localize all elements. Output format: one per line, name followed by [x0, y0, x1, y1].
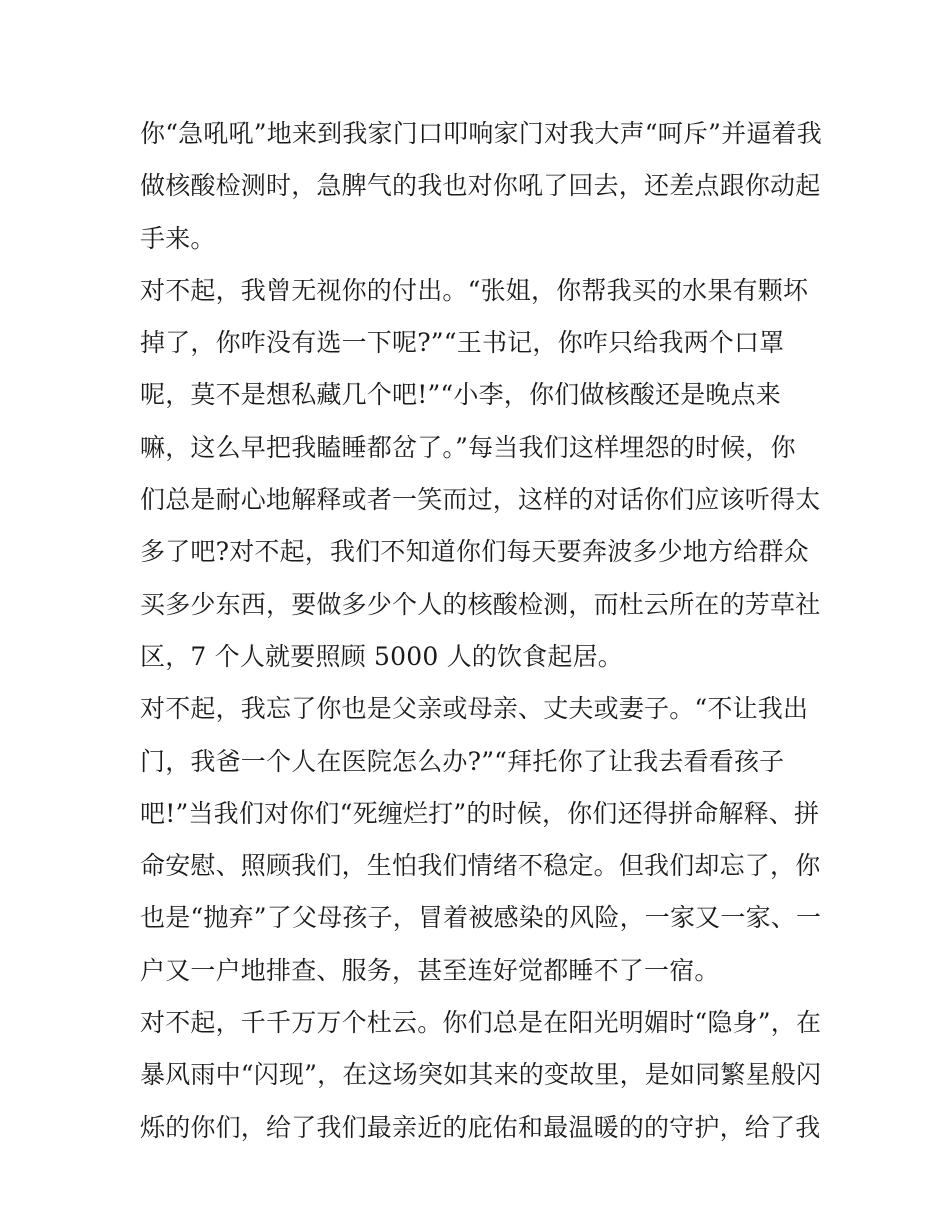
text-line: 嘛，这么早把我瞌睡都岔了。”每当我们这样埋怨的时候，你 [140, 432, 796, 462]
text-line: 手来。 [140, 223, 216, 253]
text-line: 门，我爸一个人在医院怎么办?”“拜托你了让我去看看孩子 [140, 746, 785, 776]
text-line: 暴风雨中“闪现”，在这场突如其来的变故里，是如同繁星般闪 [140, 1060, 822, 1090]
text-line: 对不起，我忘了你也是父亲或母亲、丈夫或妻子。“不让我出 [140, 694, 809, 724]
text-line: 你“急吼吼”地来到我家门口叩响家门对我大声“呵斥”并逼着我 [140, 119, 822, 148]
text-line: 买多少东西，要做多少个人的核酸检测，而杜云所在的芳草社 [140, 589, 821, 619]
text-line: 掉了，你咋没有选一下呢?”“王书记，你咋只给我两个口罩 [140, 328, 785, 358]
text-line: 也是“抛弃”了父母孩子，冒着被感染的风险，一家又一家、一 [140, 903, 822, 933]
text-line: 做核酸检测时，急脾气的我也对你吼了回去，还差点跟你动起 [140, 171, 821, 201]
text-line: 多了吧?对不起，我们不知道你们每天要奔波多少地方给群众 [140, 537, 809, 567]
text-line: 烁的你们，给了我们最亲近的庇佑和最温暖的的守护，给了我 [140, 1112, 821, 1142]
text-line: 命安慰、照顾我们，生怕我们情绪不稳定。但我们却忘了，你 [140, 851, 821, 881]
text-line: 对不起，我曾无视你的付出。“张姐，你帮我买的水果有颗坏 [140, 275, 809, 305]
text-line: 吧!”当我们对你们“死缠烂打”的时候，你们还得拼命解释、拼 [140, 798, 820, 828]
text-line: 呢，莫不是想私藏几个吧!”“小李，你们做核酸还是晚点来 [140, 380, 782, 410]
text-line: 对不起，千千万万个杜云。你们总是在阳光明媚时“隐身”，在 [140, 1008, 822, 1038]
document-body [140, 108, 820, 1154]
text-line: 户又一户地排查、服务，甚至连好觉都睡不了一宿。 [140, 955, 720, 985]
text-line: 们总是耐心地解释或者一笑而过，这样的对话你们应该听得太 [140, 485, 821, 515]
text-line: 区，7 个人就要照顾 5000 人的饮食起居。 [140, 641, 623, 671]
